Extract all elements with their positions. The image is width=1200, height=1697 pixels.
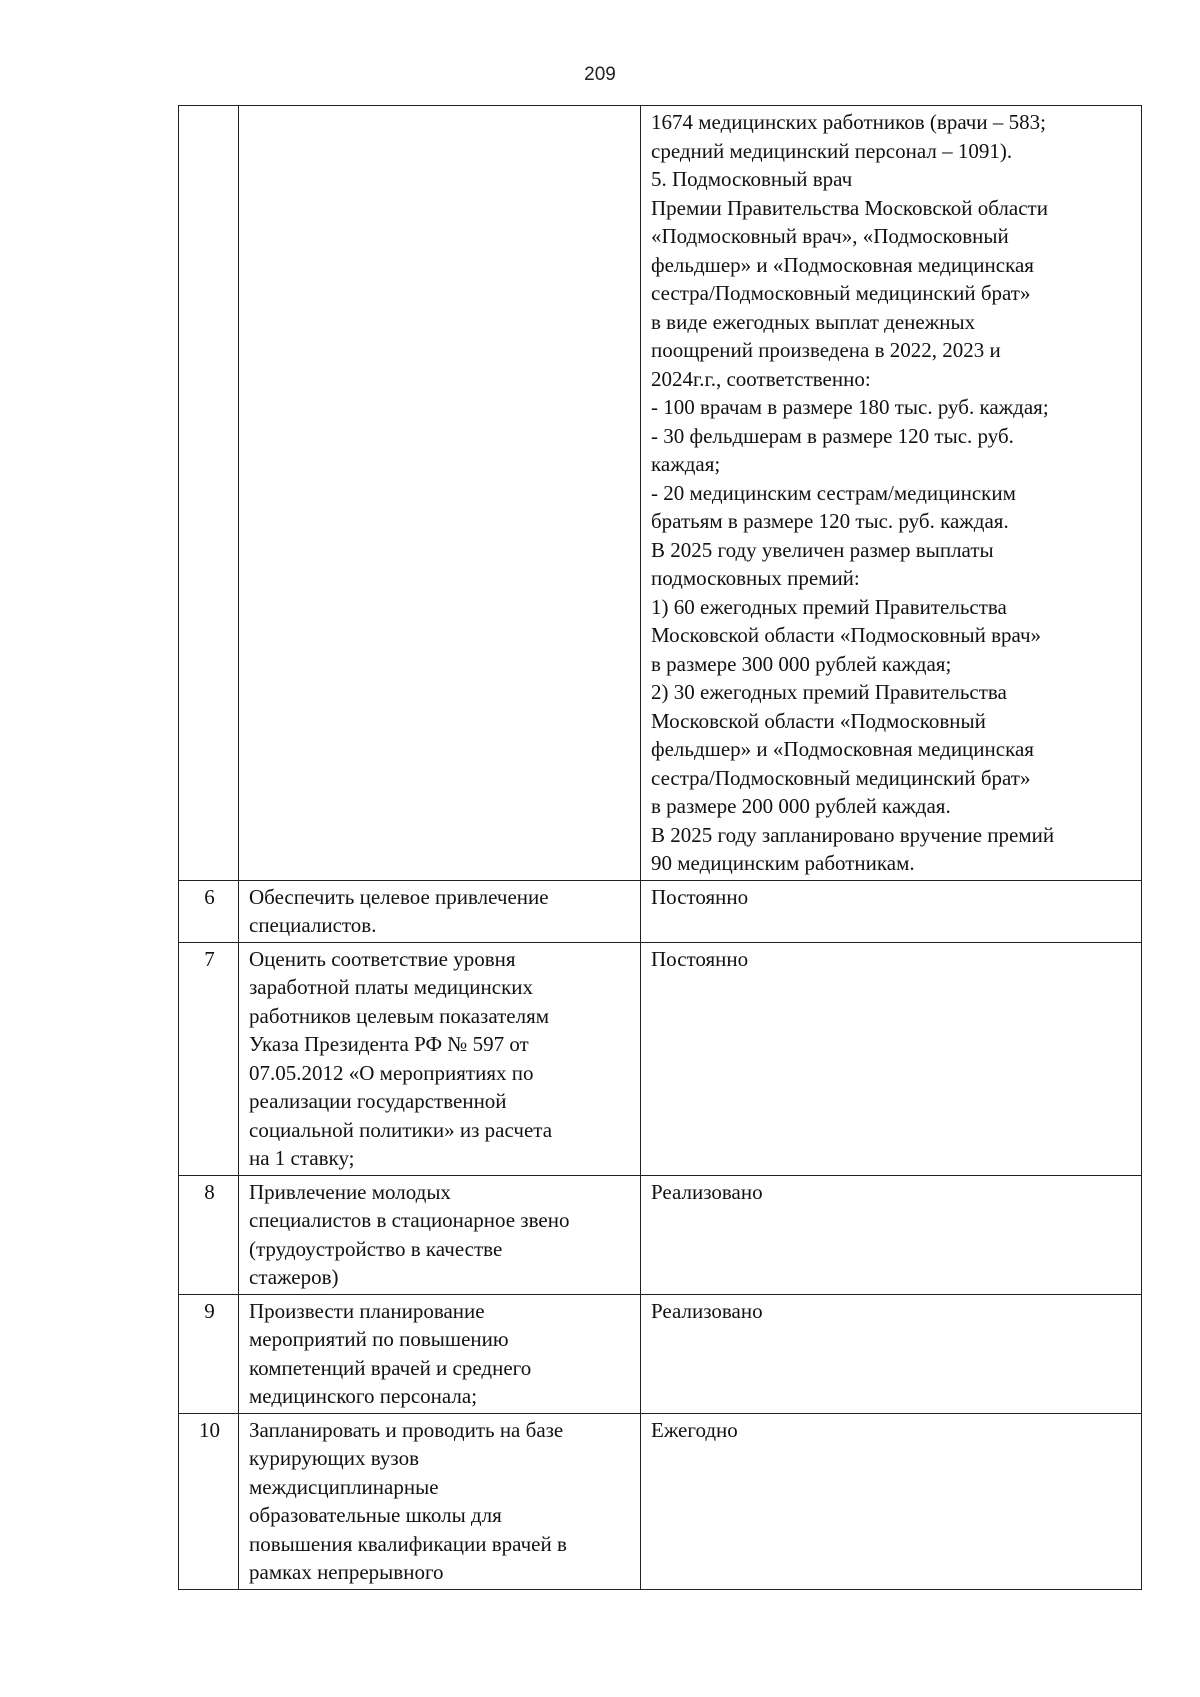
- task-line: работников целевым показателям: [249, 1003, 550, 1028]
- table-row: [179, 942, 1142, 1175]
- task-line: Произвести планирование: [249, 1298, 485, 1323]
- row-number-cell: 8: [179, 1175, 239, 1294]
- result-line: 2) 30 ежегодных премий Правительства: [651, 680, 1007, 704]
- result-line: 90 медицинским работникам.: [651, 851, 915, 875]
- result-line: - 100 врачам в размере 180 тыс. руб. каждая;: [651, 395, 1049, 419]
- table-row: [179, 880, 1142, 942]
- task-line: мероприятий по повышению: [249, 1327, 509, 1351]
- result-cell: [641, 1294, 1142, 1413]
- task-line: заработной платы медицинских: [249, 975, 534, 999]
- result-line: в виде ежегодных выплат денежных: [651, 309, 976, 334]
- result-line: 5. Подмосковный врач: [651, 167, 853, 191]
- task-line: компетенций врачей и среднего: [249, 1355, 532, 1380]
- result-line: Реализовано: [651, 1179, 763, 1204]
- result-line: фельдшер» и «Подмосковная медицинская: [651, 737, 1034, 761]
- task-line: Запланировать и проводить на базе: [249, 1417, 564, 1442]
- result-line: Ежегодно: [651, 1417, 738, 1442]
- result-cell: [641, 1413, 1142, 1589]
- task-line: Указа Президента РФ № 597 от: [249, 1032, 529, 1056]
- task-line: междисциплинарные: [249, 1474, 439, 1499]
- result-cell: [641, 106, 1142, 881]
- task-line: Привлечение молодых: [249, 1179, 451, 1204]
- table-row: [179, 1294, 1142, 1413]
- result-line: Реализовано: [651, 1298, 763, 1323]
- result-line: каждая;: [651, 452, 721, 476]
- task-cell: [239, 1294, 641, 1413]
- row-number-cell: [179, 106, 239, 881]
- result-line: Московской области «Подмосковный врач»: [651, 623, 1042, 647]
- result-line: поощрений произведена в 2022, 2023 и: [651, 338, 1001, 362]
- result-line: Постоянно: [651, 884, 749, 909]
- measures-table: [178, 105, 1142, 1590]
- row-number-cell: 6: [179, 880, 239, 942]
- result-line: - 20 медицинским сестрам/медицинским: [651, 480, 1016, 505]
- table-row: [179, 1175, 1142, 1294]
- task-line: рамках непрерывного: [249, 1560, 444, 1584]
- task-line: Обеспечить целевое привлечение: [249, 884, 549, 909]
- row-number-cell: 10: [179, 1413, 239, 1589]
- task-line: медицинского персонала;: [249, 1384, 478, 1408]
- task-line: повышения квалификации врачей в: [249, 1531, 567, 1556]
- task-line: социальной политики» из расчета: [249, 1117, 553, 1142]
- result-line: «Подмосковный врач», «Подмосковный: [651, 224, 1009, 248]
- result-line: Постоянно: [651, 946, 749, 971]
- result-line: Московской области «Подмосковный: [651, 708, 986, 733]
- result-line: сестра/Подмосковный медицинский брат»: [651, 765, 1031, 790]
- result-line: Премии Правительства Московской области: [651, 195, 1048, 220]
- result-line: в размере 200 000 рублей каждая.: [651, 794, 951, 818]
- result-cell: [641, 1175, 1142, 1294]
- task-cell: [239, 106, 641, 881]
- result-line: средний медицинский персонал – 1091).: [651, 138, 1013, 163]
- table-row: [179, 1413, 1142, 1589]
- task-cell: [239, 1413, 641, 1589]
- result-line: - 30 фельдшерам в размере 120 тыс. руб.: [651, 423, 1014, 448]
- task-line: (трудоустройство в качестве: [249, 1236, 503, 1261]
- result-cell: [641, 880, 1142, 942]
- task-line: Оценить соответствие уровня: [249, 946, 516, 971]
- result-line: братьям в размере 120 тыс. руб. каждая.: [651, 509, 1009, 533]
- result-line: 1674 медицинских работников (врачи – 583;: [651, 110, 1046, 134]
- table-row: [179, 106, 1142, 881]
- task-line: специалистов.: [249, 913, 377, 937]
- task-cell: [239, 942, 641, 1175]
- page-number: 209: [584, 64, 616, 85]
- result-line: подмосковных премий:: [651, 566, 860, 590]
- result-cell: [641, 942, 1142, 1175]
- task-line: курирующих вузов: [249, 1446, 419, 1470]
- task-cell: [239, 1175, 641, 1294]
- result-line: В 2025 году запланировано вручение премий: [651, 822, 1055, 847]
- task-line: 07.05.2012 «О мероприятиях по: [249, 1060, 534, 1085]
- row-number-cell: 7: [179, 942, 239, 1175]
- result-line: 2024г.г., соответственно:: [651, 366, 871, 391]
- task-line: стажеров): [249, 1265, 339, 1289]
- task-cell: [239, 880, 641, 942]
- row-number-cell: 9: [179, 1294, 239, 1413]
- task-line: на 1 ставку;: [249, 1146, 355, 1170]
- task-line: образовательные школы для: [249, 1503, 502, 1527]
- result-line: сестра/Подмосковный медицинский брат»: [651, 281, 1031, 305]
- result-line: в размере 300 000 рублей каждая;: [651, 651, 952, 676]
- task-line: специалистов в стационарное звено: [249, 1208, 570, 1232]
- task-line: реализации государственной: [249, 1089, 507, 1113]
- result-line: В 2025 году увеличен размер выплаты: [651, 537, 994, 562]
- result-line: фельдшер» и «Подмосковная медицинская: [651, 252, 1034, 277]
- result-line: 1) 60 ежегодных премий Правительства: [651, 594, 1007, 619]
